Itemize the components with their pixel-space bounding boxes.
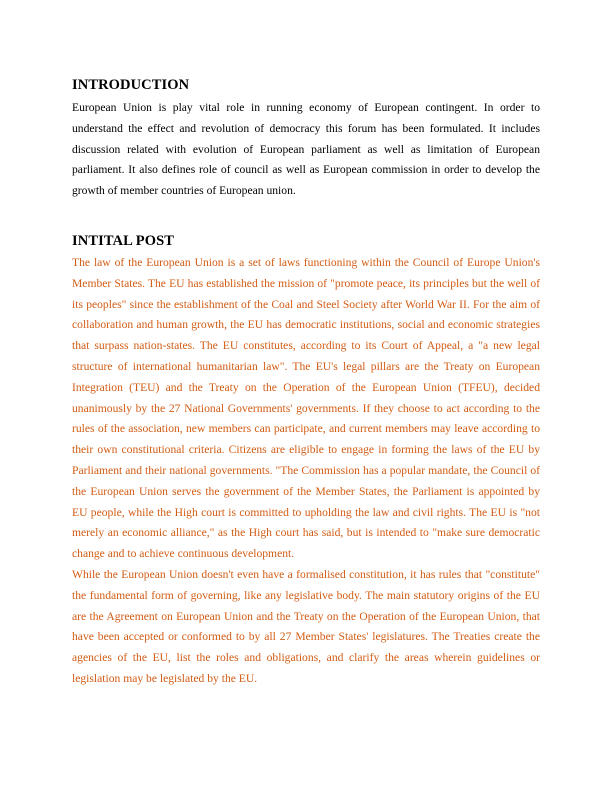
- initial-post-paragraph-1: The law of the European Union is a set of laws functioning within the Council of Europe Union's Member States. The EU has established the mission of "promote peace, its principles but the well of its peoples" since the establishment of the Coal and Steel Society after World War II. For the aim of collaboration and human growth, the EU has democratic institutions, social and economic strategies that surpass nation-states. The EU constitutes, according to its Court of Appeal, a "a new legal structure of international humanitarian law". The EU's legal pillars are the Treaty on European Integration (TEU) and the Treaty on the Operation of the European Union (TFEU), decided unanimously by the 27 National Governments' governments. If they choose to act according to the rules of the association, new members can participate, and current members may leave according to their own constitutional criteria. Citizens are eligible to engage in forming the laws of the EU by Parliament and their national governments. "The Commission has a popular mandate, the Council of the European Union serves the government of the Member States, the Parliament is appointed by EU people, while the High court is committed to upholding the law and civil rights. The EU is "not merely an economic alliance," as the High court has said, but is intended to "make sure democratic change and to achieve continuous development.: [72, 255, 540, 561]
- introduction-paragraph: European Union is play vital role in running economy of European contingent. In order to understand the effect and revolution of democracy this forum has been formulated. It includes discussion related with evolution of European parliament as well as limitation of European parliament. It also defines role of council as well as European commission in order to develop the growth of member countries of European union.: [72, 101, 540, 198]
- introduction-heading: INTRODUCTION: [72, 77, 190, 93]
- document-page: [72, 76, 540, 690]
- initial-post-heading: INTITAL POST: [72, 232, 175, 249]
- initial-post-paragraph-2: While the European Union doesn't even have a formalised constitution, it has rules that "constitute" the fundamental form of governing, like any legislative body. The main statutory origins of the EU are the Agreement on European Union and the Treaty on the Operation of the European Union, that have been accepted or conformed to by all 27 Member States' legislatures. The Treaties create the agencies of the EU, list the roles and obligations, and clarify the areas wherein guidelines or legislation may be legislated by the EU.: [72, 567, 540, 685]
- introduction-section: [72, 76, 540, 202]
- initial-post-section: [72, 232, 540, 690]
